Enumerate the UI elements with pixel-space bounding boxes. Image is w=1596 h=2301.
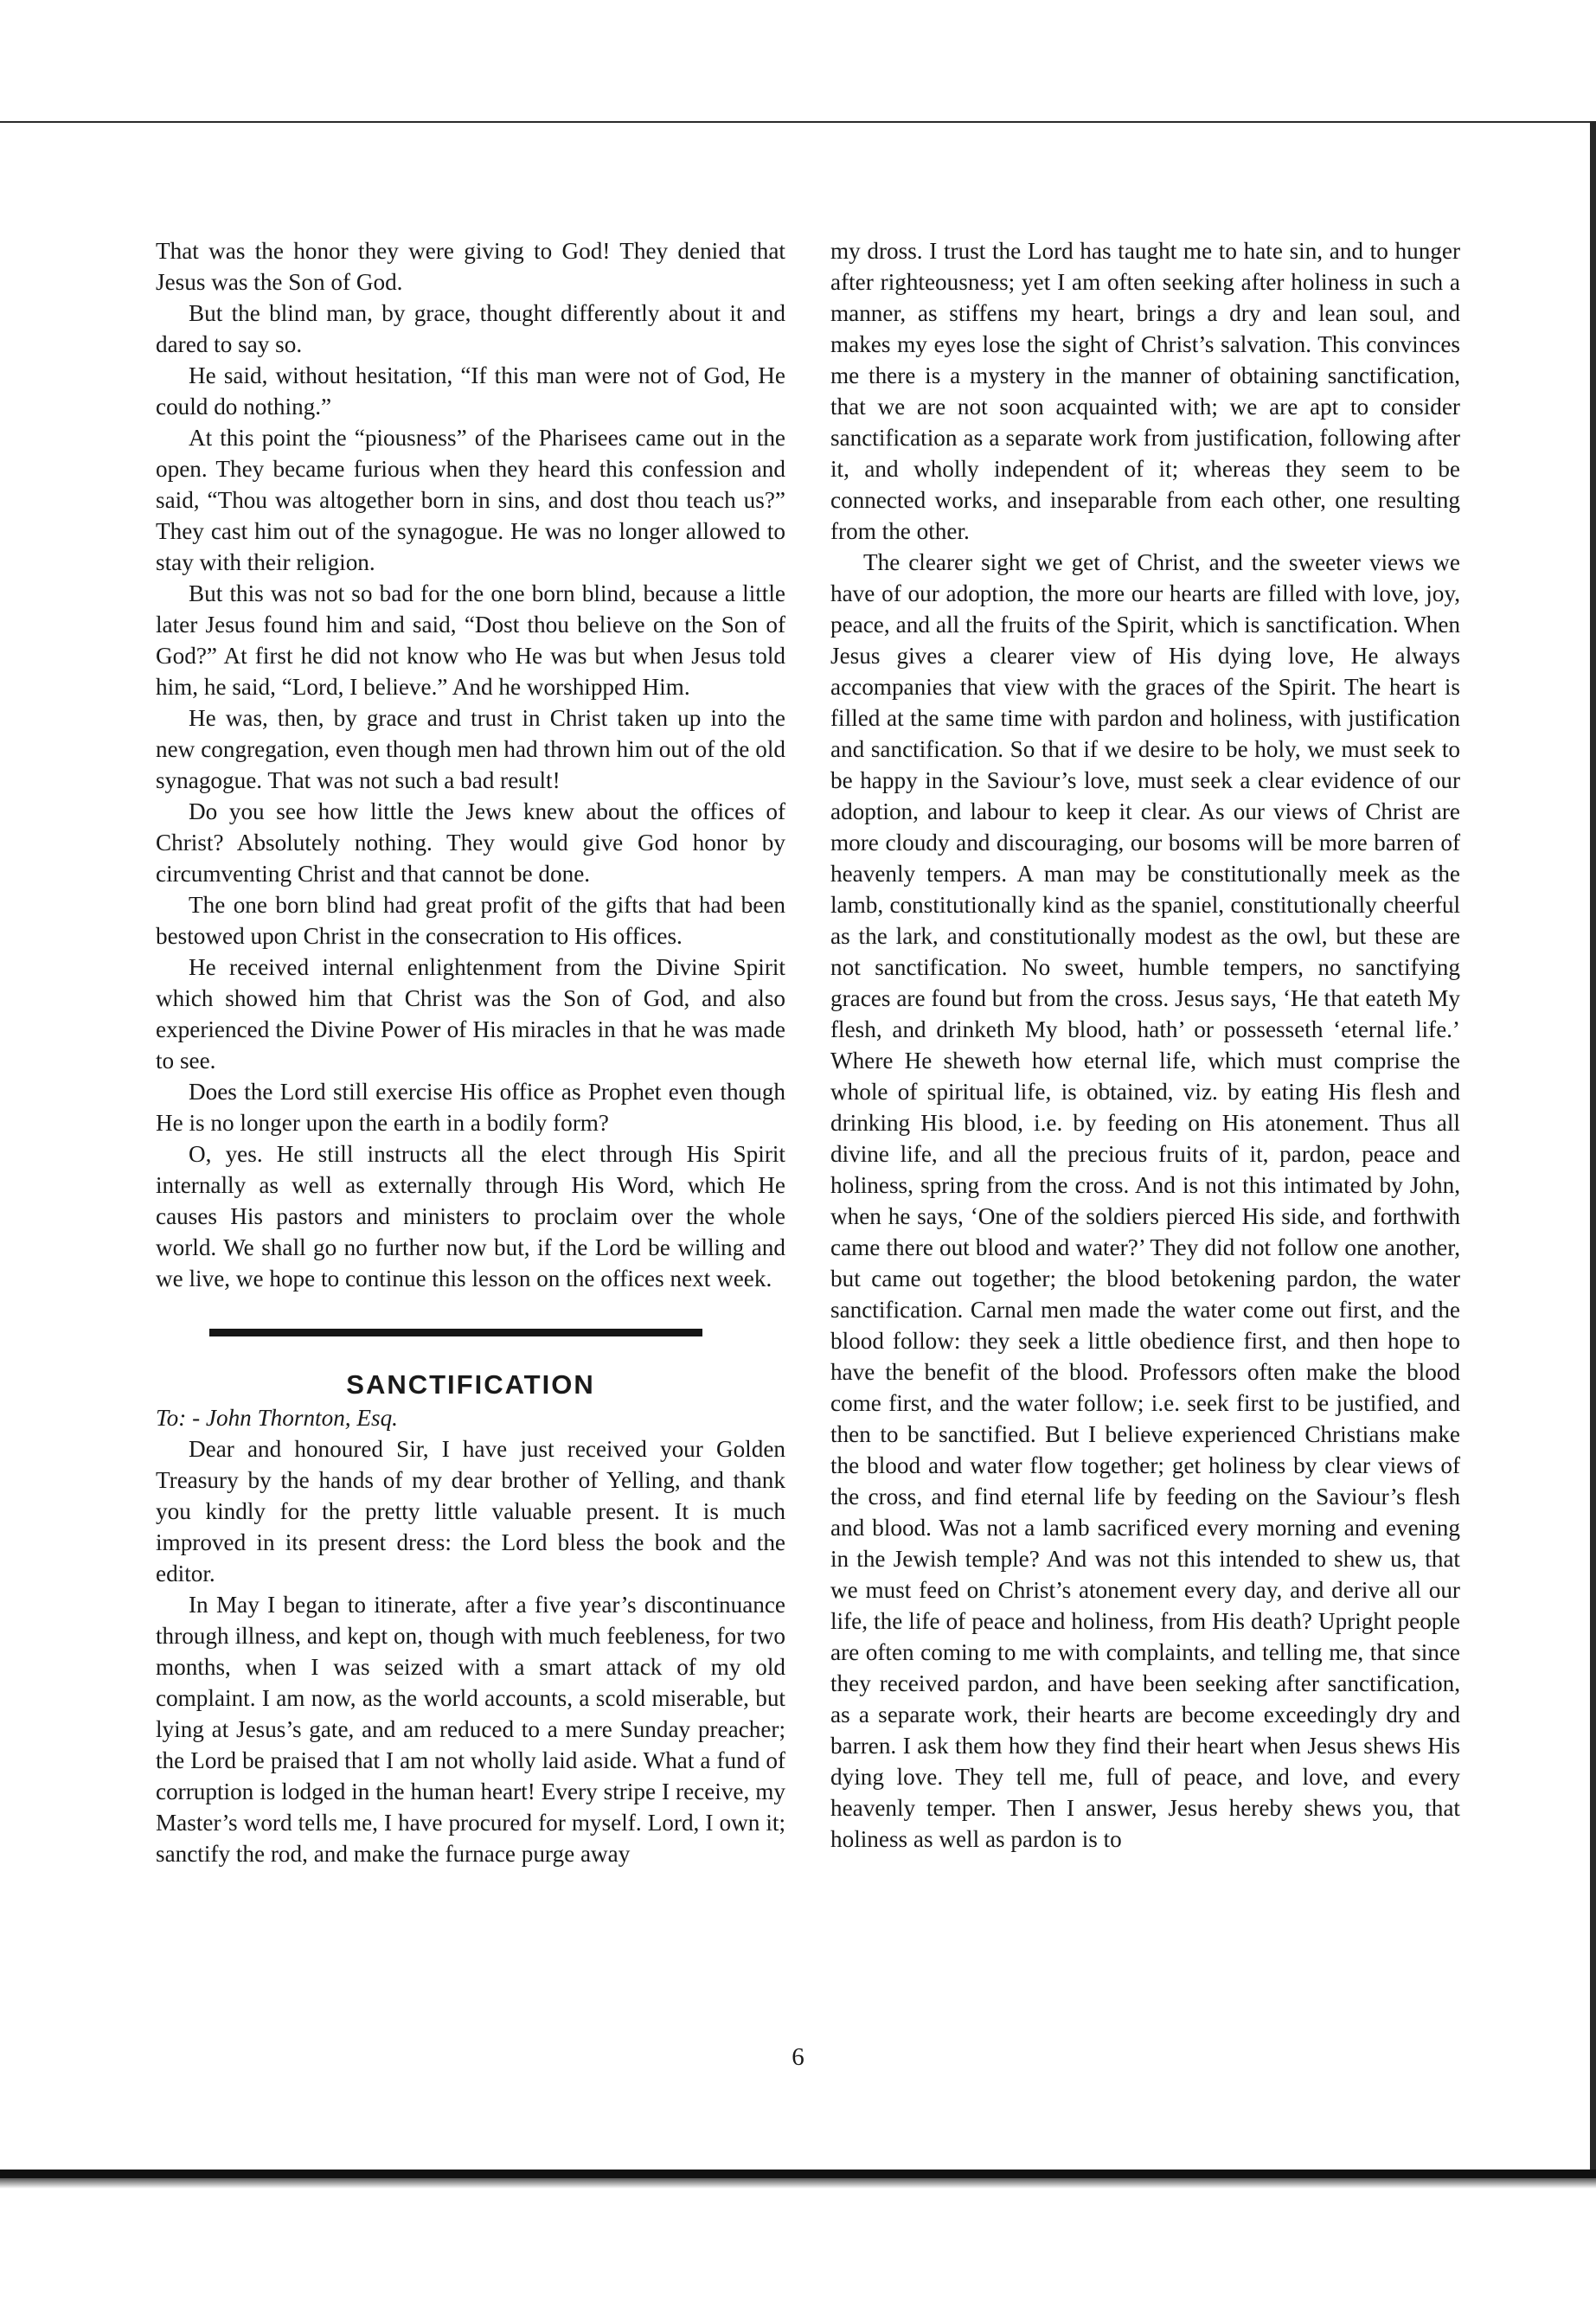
left-text-column: [156, 235, 785, 1869]
paragraph: But this was not so bad for the one born blind, because a little later Jesus found him and said, “Dost thou believe on the Son of God?” At first he did not know who He was but when Jesus told him, he said, “Lord, I believe.” And he worshipped Him.: [156, 580, 785, 700]
scan-right-border: [1590, 121, 1596, 2189]
paragraph: But the blind man, by grace, thought differently about it and dared to say so.: [156, 300, 785, 357]
paragraph: O, yes. He still instructs all the elect through His Spirit internally as well as externally through His Word, which He causes His pastors and ministers to proclaim over the whole world. We shall go no further now but, if the Lord be willing and we live, we hope to continue this lesson on the offices next week.: [156, 1141, 785, 1292]
paragraph: The clearer sight we get of Christ, and the sweeter views we have of our adoption, the more our hearts are filled with love, joy, peace, and all the fruits of the Spirit, which is sanctification. When Jesus gives a clearer view of His dying love, He always accompanies that view with the graces of the Spirit. The heart is filled at the same time with pardon and holiness, with justification and sanctification. So that if we desire to be holy, we must seek to be happy in the Saviour’s love, must seek a clear evidence of our adoption, and labour to keep it clear. As our views of Christ are more cloudy and discouraging, our bosoms will be more barren of heavenly tempers. A man may be constitutionally meek as the lamb, constitutionally kind as the spaniel, constitutionally cheerful as the lark, and constitutionally modest as the owl, but these are not sanctification. No sweet, humble tempers, no sanctifying graces are found but from the cross. Jesus says, ‘He that eateth My flesh, and drinketh My blood, hath’ or possesseth ‘eternal life.’ Where He sheweth how eternal life, which must comprise the whole of spiritual life, is obtained, viz. by eating His flesh and drinking His blood, i.e. by feeding on His atonement. Thus all divine life, and all the precious fruits of it, pardon, peace and holiness, spring from the cross. And is not this intimated by John, when he says, ‘One of the soldiers pierced His side, and forthwith came there out blood and water?’ They did not follow one another, but came out together; the blood betokening pardon, the water sanctification. Carnal men made the water come out first, and the blood follow: they seek a little obedience first, and then hope to have the benefit of the blood. Professors often make the blood come first, and the water follow; i.e. seek first to be justified, and then to be sanctified. But I believe experienced Christians make the blood and water flow together; get holiness by clear views of the cross, and find eternal life by feeding on the Saviour’s flesh and blood. Was not a lamb sacrificed every morning and evening in the Jewish temple? And was not this intended to shew us, that we must feed on Christ’s atonement every day, and derive all our life, the life of peace and holiness, from His death? Upright people are often coming to me with complaints, and telling me, that since they received pardon, and have been seeking after sanctification, as a separate work, their hearts are become exceedingly dry and barren. I ask them how they find their heart when Jesus shews His dying love. They tell me, full of peace, and love, and every heavenly temper. Then I answer, Jesus hereby shews you, that holiness as well as pardon is to: [830, 549, 1460, 1852]
paragraph: Does the Lord still exercise His office as Prophet even though He is no longer upon the earth in a bodily form?: [156, 1079, 785, 1136]
paragraph: That was the honor they were giving to God! They denied that Jesus was the Son of God.: [156, 238, 785, 295]
paragraph: He received internal enlightenment from the Divine Spirit which showed him that Christ was the Son of God, and also experienced the Divine Power of His miracles in that he was made to see.: [156, 954, 785, 1074]
section-divider: [209, 1329, 702, 1336]
scan-bottom-border: [0, 2170, 1596, 2178]
paragraph: He was, then, by grace and trust in Christ taken up into the new congregation, even though men had thrown him out of the old synagogue. That was not such a bad result!: [156, 705, 785, 793]
paragraph: At this point the “piousness” of the Pharisees came out in the open. They became furious when they heard this confession and said, “Thou was altogether born in sins, and dost thou teach us?” They cast him out of the synagogue. He was no longer allowed to stay with their religion.: [156, 425, 785, 575]
section-heading: SANCTIFICATION: [346, 1369, 595, 1400]
paragraph: Dear and honoured Sir, I have just received your Golden Treasury by the hands of my dear brother of Yelling, and thank you kindly for the pretty little valuable present. It is much improved in its present dress: the Lord bless the book and the editor.: [156, 1436, 785, 1586]
letter-salutation: To: - John Thornton, Esq.: [156, 1405, 398, 1431]
paragraph: He said, without hesitation, “If this man were not of God, He could do nothing.”: [156, 362, 785, 420]
paragraph: In May I began to itinerate, after a five year’s discontinuance through illness, and kept on, though with much feebleness, for two months, when I was seized with a smart attack of my old complaint. I am now, as the world accounts, a scold miserable, but lying at Jesus’s gate, and am reduced to a mere Sunday preacher; the Lord be praised that I am not wholly laid aside. What a fund of corruption is lodged in the human heart! Every stripe I receive, my Master’s word tells me, I have procured for myself. Lord, I own it; sanctify the rod, and make the furnace purge away: [156, 1592, 785, 1867]
right-text-column: [830, 235, 1460, 1855]
scan-top-border: [0, 121, 1596, 123]
paragraph: my dross. I trust the Lord has taught me to hate sin, and to hunger after righteousness; yet I am often seeking after holiness in such a manner, as stiffens my heart, brings a dry and lean soul, and makes my eyes lose the sight of Christ’s salvation. This convinces me there is a mystery in the manner of obtaining sanctification, that we are not soon acquainted with; we are apt to consider sanctification as a separate work from justification, following after it, and wholly independent of it; whereas they seem to be connected works, and inseparable from each other, one resulting from the other.: [830, 238, 1460, 544]
paragraph: The one born blind had great profit of the gifts that had been bestowed upon Christ in the consecration to His offices.: [156, 892, 785, 949]
paragraph: Do you see how little the Jews knew about the offices of Christ? Absolutely nothing. They would give God honor by circumventing Christ and that cannot be done.: [156, 798, 785, 887]
scan-bottom-shadow: [0, 2178, 1596, 2189]
page-number: 6: [792, 2043, 804, 2071]
